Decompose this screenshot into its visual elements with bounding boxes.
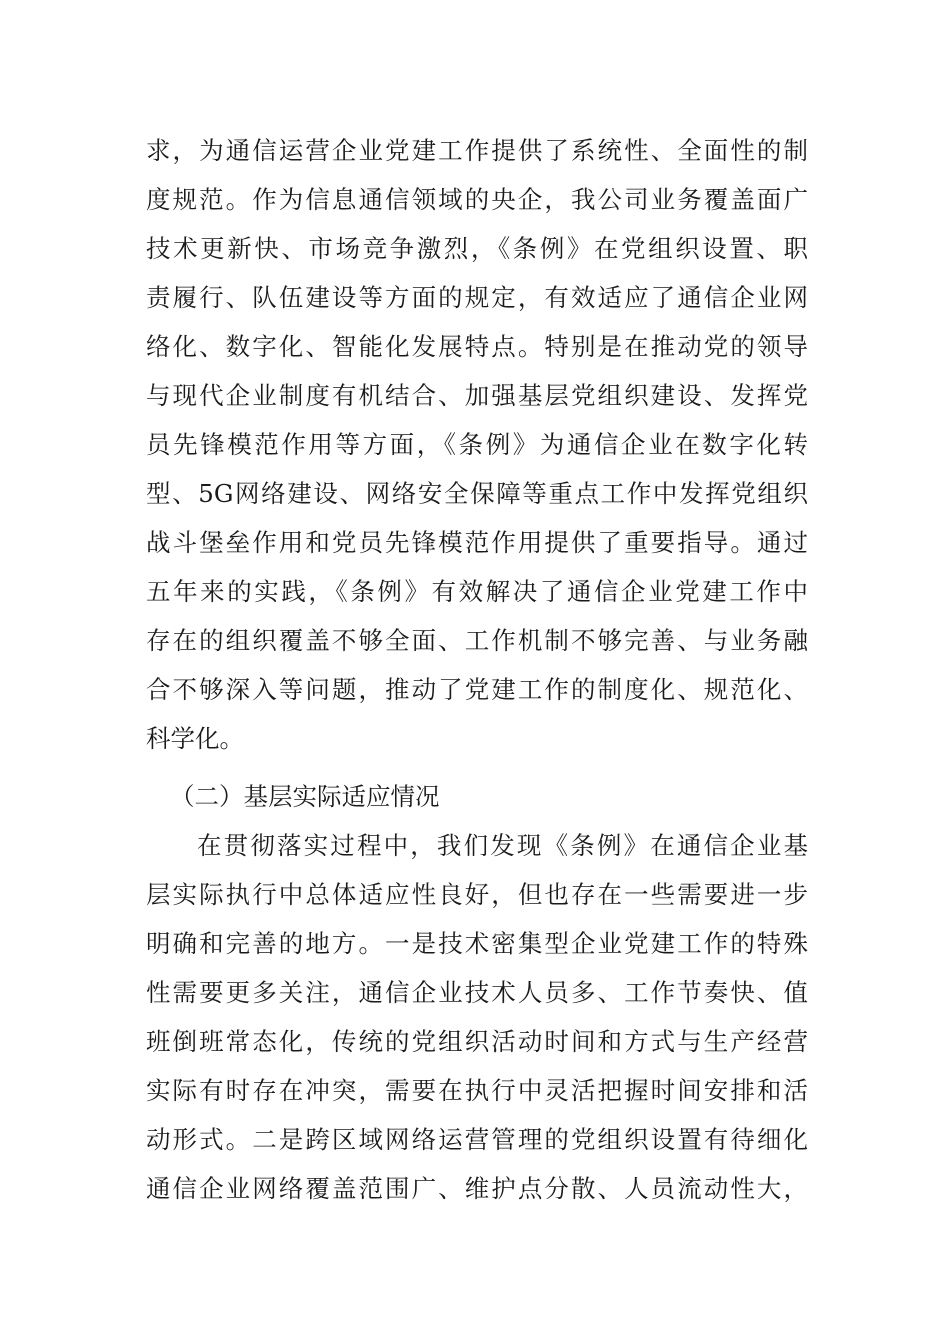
body-text-line: 层实际执行中总体适应性良好，但也存在一些需要进一步 [146,880,808,909]
body-text-line: 性需要更多关注，通信企业技术人员多、工作节奏快、值 [146,978,808,1007]
body-text-line: 员先锋模范作用等方面，《条例》为通信企业在数字化转 [146,430,808,459]
body-text-line: 动形式。二是跨区域网络运营管理的党组织设置有待细化 [146,1125,808,1154]
body-text-line: 明确和完善的地方。一是技术密集型企业党建工作的特殊 [146,929,808,958]
body-text-line: 技术更新快、市场竞争激烈，《条例》在党组织设置、职 [146,234,808,263]
body-text-line: 合不够深入等问题，推动了党建工作的制度化、规范化、 [146,675,808,704]
body-text-line: 与现代企业制度有机结合、加强基层党组织建设、发挥党 [146,381,808,410]
section-heading: （二）基层实际适应情况 [170,782,440,811]
body-text-line: 科学化。 [146,724,244,753]
body-text-line: 型、5G网络建设、网络安全保障等重点工作中发挥党组织 [146,479,808,508]
body-text-line: 五年来的实践，《条例》有效解决了通信企业党建工作中 [146,577,808,606]
body-text-line: 在贯彻落实过程中，我们发现《条例》在通信企业基 [197,831,808,860]
body-text-line: 实际有时存在冲突，需要在执行中灵活把握时间安排和活 [146,1076,808,1105]
body-text-line: 责履行、队伍建设等方面的规定，有效适应了通信企业网 [146,283,808,312]
body-text-line: 度规范。作为信息通信领域的央企，我公司业务覆盖面广 [146,185,808,214]
body-text-line: 存在的组织覆盖不够全面、工作机制不够完善、与业务融 [146,626,808,655]
body-text-line: 求，为通信运营企业党建工作提供了系统性、全面性的制 [146,136,808,165]
body-text-line: 战斗堡垒作用和党员先锋模范作用提供了重要指导。通过 [146,528,808,557]
body-text-line: 班倒班常态化，传统的党组织活动时间和方式与生产经营 [146,1027,808,1056]
body-text-line: 通信企业网络覆盖范围广、维护点分散、人员流动性大， [146,1174,808,1203]
body-text-line: 络化、数字化、智能化发展特点。特别是在推动党的领导 [146,332,808,361]
